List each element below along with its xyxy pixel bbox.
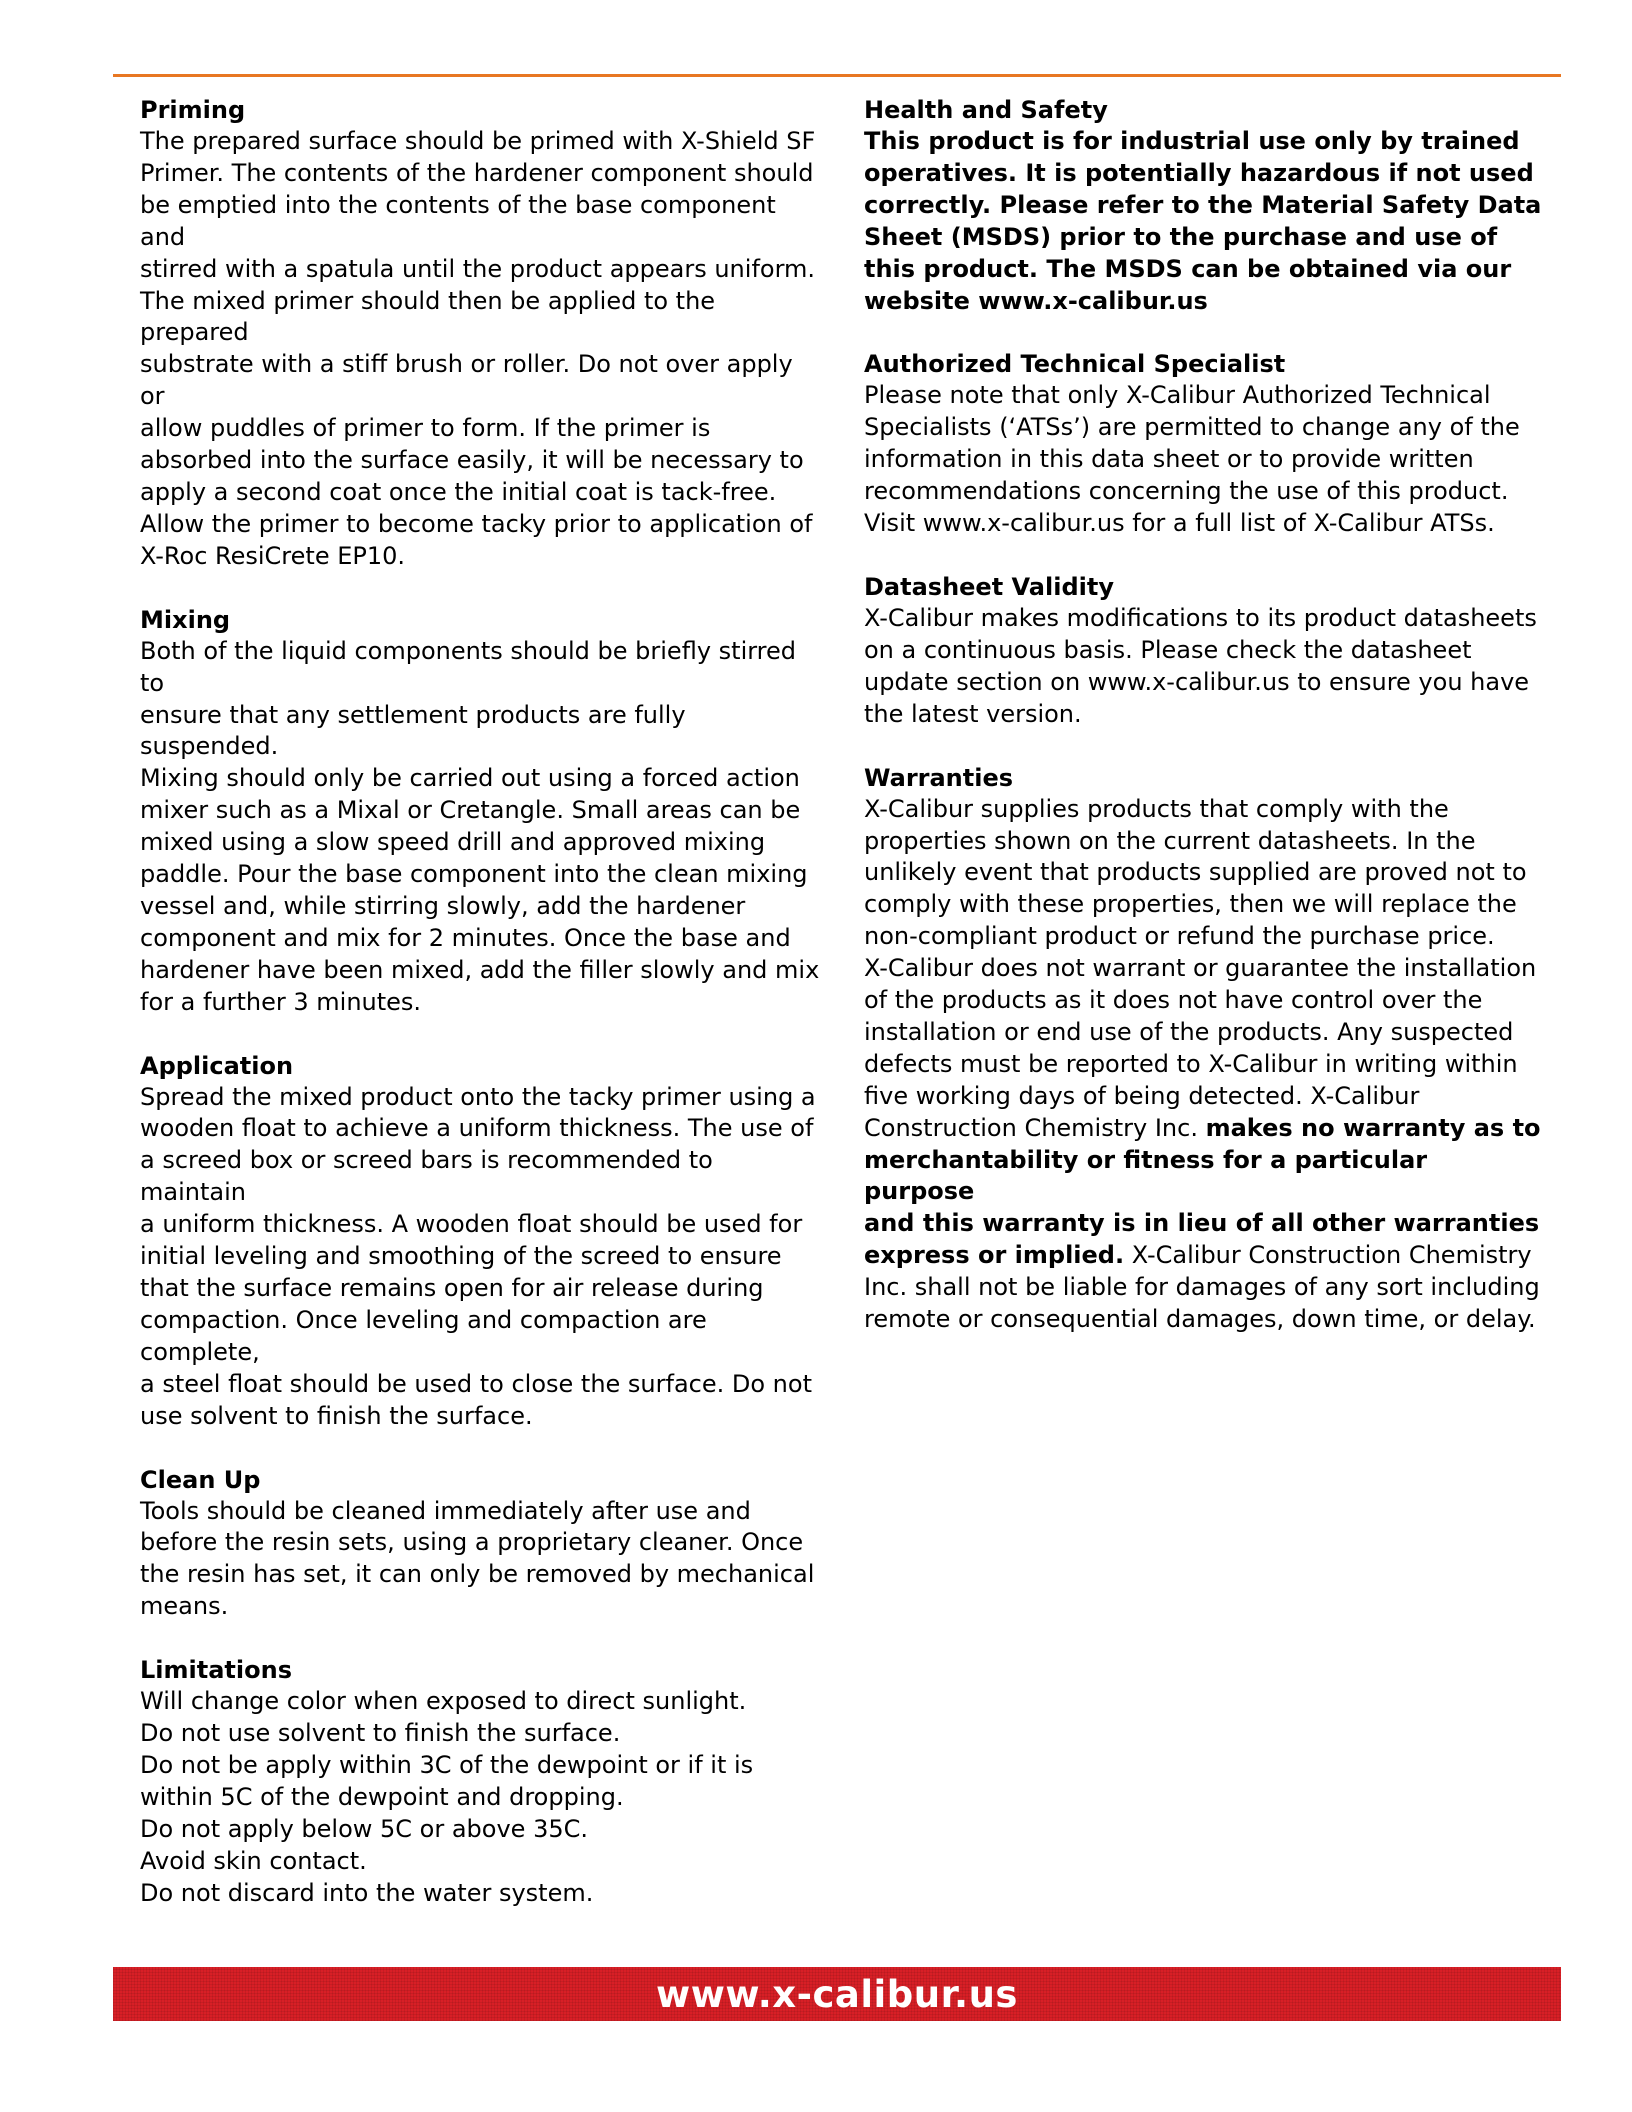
- text-line: Will change color when exposed to direct sunlight.: [140, 1687, 747, 1716]
- section-heading: Warranties: [864, 763, 1014, 792]
- text-line: a steel float should be used to close the surface. Do not: [140, 1369, 812, 1398]
- text-line: properties shown on the current datasheets. In the: [864, 826, 1476, 855]
- text-line: vessel and, while stirring slowly, add the hardener: [140, 891, 746, 920]
- text-line: means.: [140, 1592, 229, 1621]
- section-warranties: [864, 762, 1544, 1336]
- text-line: merchantability or fitness for a particular purpose: [864, 1145, 1428, 1206]
- section-body: [140, 1082, 823, 1433]
- text-line: remote or consequential damages, down time, or delay.: [864, 1305, 1536, 1334]
- section-heading: Priming: [140, 96, 246, 124]
- text-line: and this warranty is in lieu of all other warranties: [864, 1209, 1540, 1238]
- text-line: Do not apply below 5C or above 35C.: [140, 1814, 588, 1843]
- text-line: a uniform thickness. A wooden float should be used for: [140, 1210, 803, 1239]
- text-line: Primer. The contents of the hardener component should: [140, 158, 814, 187]
- section-body: [864, 380, 1544, 540]
- section-limitations: [140, 1654, 823, 1909]
- section-clean-up: [140, 1464, 823, 1624]
- text-run: Construction Chemistry Inc.: [864, 1113, 1206, 1142]
- text-line: X-Roc ResiCrete EP10.: [140, 541, 406, 570]
- text-line: allow puddles of primer to form. If the primer is: [140, 414, 711, 443]
- text-line: initial leveling and smoothing of the screed to ensure: [140, 1242, 782, 1271]
- text-line: information in this data sheet or to provide written: [864, 445, 1474, 474]
- section-heading: Clean Up: [140, 1465, 261, 1494]
- text-line: non-compliant product or refund the purchase price.: [864, 922, 1495, 951]
- text-line: X-Calibur makes modifications to its product datasheets: [864, 603, 1537, 632]
- text-line: update section on www.x-calibur.us to ensure you have: [864, 667, 1530, 696]
- text-line: paddle. Pour the base component into the clean mixing: [140, 860, 808, 889]
- bold-text-run: express or implied.: [864, 1241, 1125, 1270]
- text-line: X-Calibur does not warrant or guarantee the installation: [864, 954, 1537, 983]
- text-line: this product. The MSDS can be obtained via our: [864, 254, 1512, 283]
- text-line: be emptied into the contents of the base component and: [140, 190, 776, 251]
- text-line: [864, 1113, 1544, 1145]
- section-authorized-technical-specialist: [864, 348, 1544, 540]
- text-line: comply with these properties, then we will replace the: [864, 890, 1517, 919]
- text-line: operatives. It is potentially hazardous if not used: [864, 158, 1534, 187]
- footer-website-url: www.x-calibur.us: [656, 1972, 1018, 2016]
- right-column: [864, 94, 1544, 1367]
- text-line: The mixed primer should then be applied to the prepared: [140, 286, 716, 347]
- left-column: [140, 94, 823, 1941]
- text-line: Sheet (MSDS) prior to the purchase and use of: [864, 222, 1498, 251]
- section-heading: Authorized Technical Specialist: [864, 350, 1286, 379]
- text-line: installation or end use of the products. Any suspected: [864, 1017, 1514, 1046]
- section-body: [864, 603, 1544, 731]
- text-line: Specialists (‘ATSs’) are permitted to change any of the: [864, 413, 1520, 442]
- text-line: mixed using a slow speed drill and approved mixing: [140, 828, 766, 857]
- text-line: the latest version.: [864, 699, 1082, 728]
- section-body: [140, 636, 823, 1019]
- text-line: compaction. Once leveling and compaction are complete,: [140, 1305, 707, 1366]
- section-heading: Limitations: [140, 1656, 292, 1685]
- section-heading: Datasheet Validity: [864, 572, 1114, 601]
- text-line: use solvent to finish the surface.: [140, 1401, 533, 1430]
- text-line: X-Calibur supplies products that comply with the: [864, 794, 1449, 823]
- section-heading: Application: [140, 1051, 294, 1080]
- text-line: Allow the primer to become tacky prior to application of: [140, 509, 813, 538]
- section-heading: Mixing: [140, 605, 231, 634]
- text-line: Visit www.x-calibur.us for a full list of X-Calibur ATSs.: [864, 509, 1495, 538]
- text-line: on a continuous basis. Please check the datasheet: [864, 635, 1472, 664]
- text-line: that the surface remains open for air release during: [140, 1274, 764, 1302]
- text-line: [864, 1240, 1544, 1272]
- text-line: Please note that only X-Calibur Authorized Technical: [864, 381, 1491, 410]
- text-line: component and mix for 2 minutes. Once the base and: [140, 923, 791, 952]
- section-body: [864, 794, 1544, 1336]
- text-line: five working days of being detected. X-Calibur: [864, 1081, 1420, 1110]
- text-line: unlikely event that products supplied are proved not to: [864, 858, 1527, 887]
- text-line: The prepared surface should be primed with X-Shield SF: [140, 127, 816, 155]
- section-datasheet-validity: [864, 571, 1544, 731]
- text-line: for a further 3 minutes.: [140, 987, 422, 1016]
- text-line: Mixing should only be carried out using a forced action: [140, 764, 800, 793]
- text-line: within 5C of the dewpoint and dropping.: [140, 1782, 624, 1811]
- section-body: [864, 126, 1544, 317]
- section-mixing: [140, 604, 823, 1019]
- section-body: [140, 126, 823, 573]
- text-line: before the resin sets, using a proprietary cleaner. Once: [140, 1528, 804, 1557]
- section-health-and-safety: [864, 94, 1544, 317]
- bold-text-run: makes no warranty as to: [1205, 1113, 1541, 1142]
- footer-bar: [113, 1967, 1561, 2021]
- text-line: a screed box or screed bars is recommended to maintain: [140, 1146, 713, 1207]
- text-line: defects must be reported to X-Calibur in writing within: [864, 1049, 1518, 1078]
- text-line: hardener have been mixed, add the filler slowly and mix: [140, 955, 820, 984]
- text-line: of the products as it does not have control over the: [864, 986, 1483, 1015]
- section-body: [140, 1686, 823, 1909]
- text-line: correctly. Please refer to the Material Safety Data: [864, 190, 1542, 219]
- section-priming: [140, 94, 823, 573]
- text-line: substrate with a stiff brush or roller. Do not over apply or: [140, 350, 793, 411]
- text-line: Do not discard into the water system.: [140, 1878, 594, 1907]
- text-line: Inc. shall not be liable for damages of any sort including: [864, 1273, 1540, 1302]
- text-line: This product is for industrial use only by trained: [864, 127, 1520, 155]
- text-line: Both of the liquid components should be briefly stirred to: [140, 636, 797, 697]
- text-line: the resin has set, it can only be removed by mechanical: [140, 1560, 815, 1589]
- text-line: Do not be apply within 3C of the dewpoint or if it is: [140, 1750, 754, 1779]
- text-line: website www.x-calibur.us: [864, 286, 1208, 315]
- text-line: mixer such as a Mixal or Cretangle. Small areas can be: [140, 796, 801, 825]
- text-run: X-Calibur Construction Chemistry: [1124, 1241, 1532, 1270]
- text-line: Tools should be cleaned immediately after use and: [140, 1496, 751, 1525]
- text-line: Avoid skin contact.: [140, 1846, 367, 1875]
- text-line: apply a second coat once the initial coat is tack-free.: [140, 477, 777, 506]
- text-line: Spread the mixed product onto the tacky primer using a: [140, 1082, 816, 1111]
- text-line: ensure that any settlement products are fully suspended.: [140, 700, 686, 761]
- text-line: recommendations concerning the use of this product.: [864, 477, 1509, 506]
- text-line: wooden float to achieve a uniform thickness. The use of: [140, 1114, 814, 1143]
- section-body: [140, 1496, 823, 1624]
- top-accent-rule: [113, 74, 1561, 77]
- text-line: absorbed into the surface easily, it will be necessary to: [140, 446, 804, 475]
- section-heading: Health and Safety: [864, 96, 1108, 124]
- text-line: stirred with a spatula until the product appears uniform.: [140, 254, 816, 283]
- section-application: [140, 1050, 823, 1433]
- text-line: Do not use solvent to finish the surface.: [140, 1719, 621, 1748]
